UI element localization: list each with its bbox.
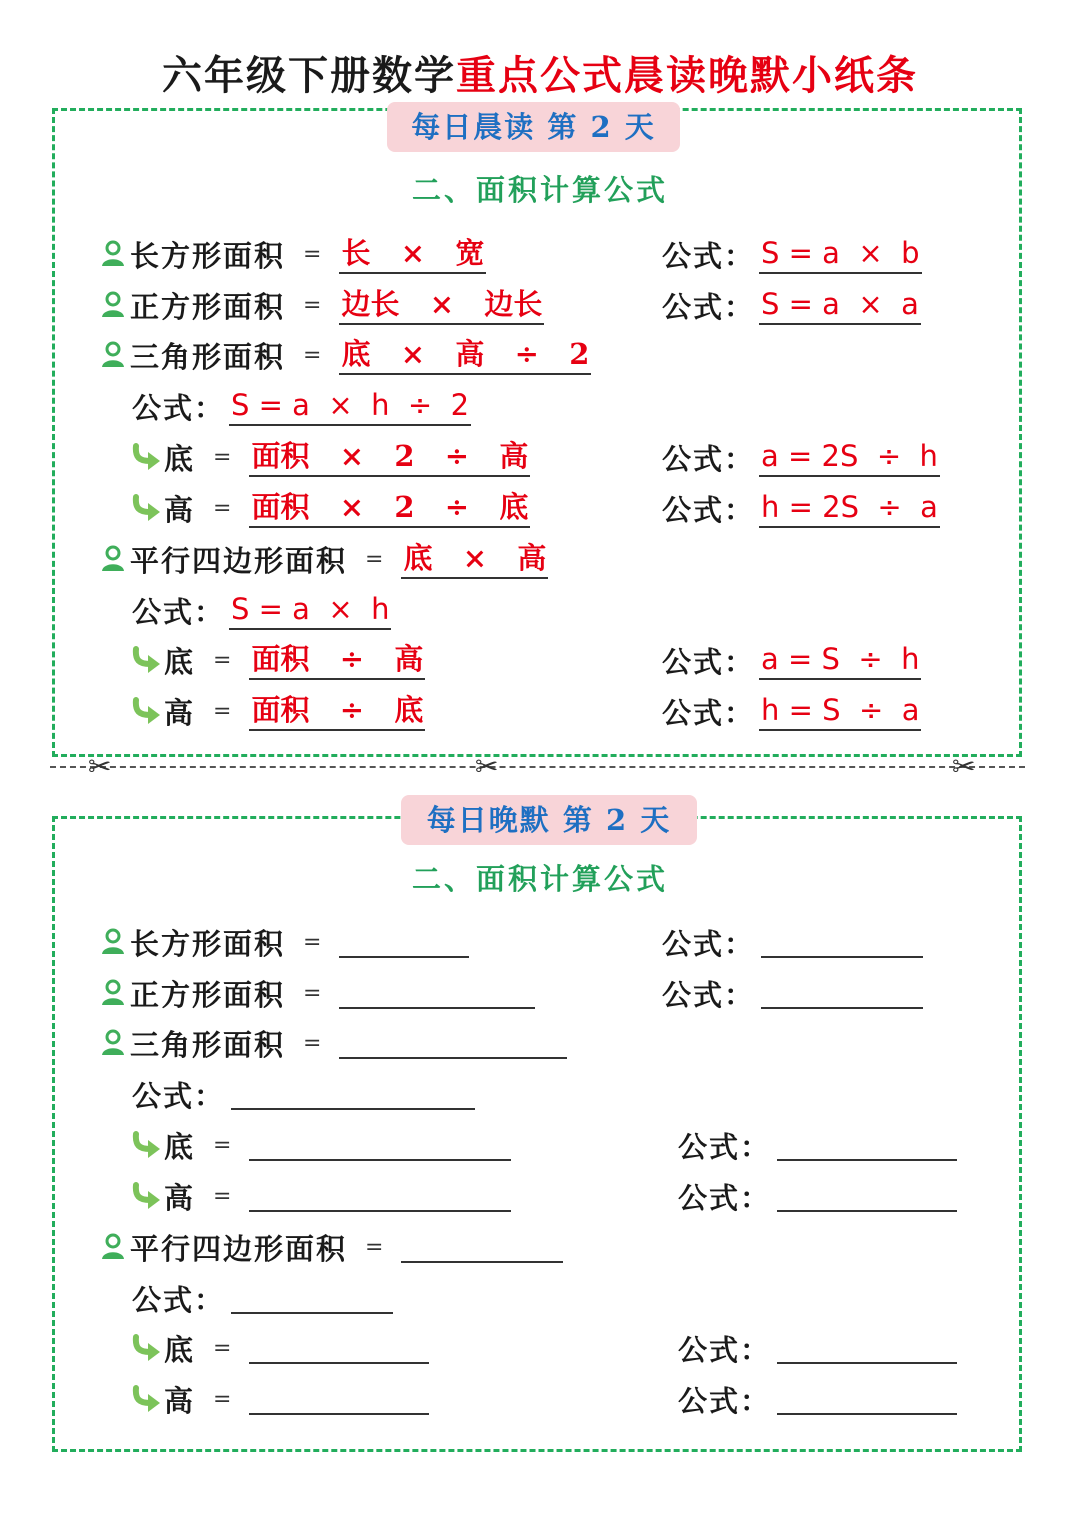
equals-sign: = (213, 647, 234, 673)
formula-text: S = a × a (759, 286, 921, 325)
morning-row-rect (100, 230, 486, 278)
row-label: 三角形面积 (130, 339, 286, 374)
equals-sign: = (213, 444, 234, 470)
formula-blank[interactable] (231, 1282, 393, 1314)
answer-blank[interactable] (249, 1180, 511, 1212)
formula-label: 公式： (678, 1129, 772, 1164)
person-icon (100, 979, 126, 1007)
scissors-icon: ✂ (952, 750, 976, 783)
curved-arrow-icon (130, 1385, 162, 1413)
person-icon (100, 240, 126, 268)
morning-formula-square (662, 281, 921, 329)
evening-formula-square (662, 969, 923, 1017)
formula-label: 公式： (132, 390, 226, 425)
answer-text: 面积 × 2 ÷ 高 (249, 438, 530, 477)
formula-label: 公式： (132, 1282, 226, 1317)
person-icon (100, 291, 126, 319)
formula-blank[interactable] (777, 1129, 957, 1161)
answer-blank[interactable] (249, 1332, 429, 1364)
formula-blank[interactable] (777, 1332, 957, 1364)
equals-sign: = (213, 495, 234, 521)
formula-label: 公式： (678, 1332, 772, 1367)
answer-text: 底 × 高 ÷ 2 (339, 336, 591, 375)
evening-formula-para-height (678, 1375, 957, 1423)
formula-text: a = S ÷ h (759, 641, 921, 680)
answer-text: 长 × 宽 (339, 235, 486, 274)
morning-section-title: 二、面积计算公式 (411, 173, 668, 207)
curved-arrow-icon (130, 1131, 162, 1159)
morning-formula-triangle (132, 382, 471, 430)
evening-row-tri-height (130, 1172, 511, 1220)
row-label: 平行四边形面积 (130, 543, 348, 578)
answer-blank[interactable] (339, 977, 535, 1009)
evening-row-para-height (130, 1375, 429, 1423)
answer-blank[interactable] (401, 1231, 563, 1263)
equals-sign: = (213, 1183, 234, 1209)
row-label: 底 (164, 1129, 196, 1164)
equals-sign: = (213, 1335, 234, 1361)
curved-arrow-icon (130, 443, 162, 471)
row-label: 平行四边形面积 (130, 1231, 348, 1266)
formula-label: 公式： (678, 1383, 772, 1418)
row-label: 底 (164, 644, 196, 679)
page-title (0, 48, 1080, 104)
scissors-icon: ✂ (88, 750, 112, 783)
title-red: 重点公式晨读晚默小纸条 (456, 52, 918, 99)
curved-arrow-icon (130, 494, 162, 522)
formula-blank[interactable] (761, 977, 923, 1009)
equals-sign: = (303, 1030, 324, 1056)
equals-sign: = (303, 292, 324, 318)
evening-formula-para (132, 1274, 393, 1322)
equals-sign: = (213, 698, 234, 724)
morning-row-tri-height (130, 484, 530, 532)
evening-badge: 每日晚默 第 2 天 (401, 795, 697, 845)
evening-formula-tri-base (678, 1121, 957, 1169)
person-icon (100, 1029, 126, 1057)
equals-sign: = (303, 980, 324, 1006)
answer-text: 面积 × 2 ÷ 底 (249, 489, 530, 528)
morning-row-square (100, 281, 544, 329)
row-label: 高 (164, 1180, 196, 1215)
formula-label: 公式： (662, 289, 756, 324)
evening-section-title: 二、面积计算公式 (411, 862, 668, 896)
answer-blank[interactable] (339, 1027, 567, 1059)
equals-sign: = (365, 546, 386, 572)
formula-label: 公式： (662, 977, 756, 1012)
formula-blank[interactable] (761, 926, 923, 958)
row-label: 高 (164, 1383, 196, 1418)
answer-text: 面积 ÷ 高 (249, 641, 425, 680)
morning-badge: 每日晨读 第 2 天 (387, 102, 680, 152)
formula-text: h = S ÷ a (759, 692, 921, 731)
evening-formula-triangle (132, 1070, 475, 1118)
formula-label: 公式： (662, 238, 756, 273)
person-icon (100, 1233, 126, 1261)
answer-blank[interactable] (339, 926, 469, 958)
curved-arrow-icon (130, 697, 162, 725)
morning-row-para-height (130, 687, 425, 735)
formula-text: h = 2S ÷ a (759, 489, 940, 528)
equals-sign: = (303, 929, 324, 955)
person-icon (100, 545, 126, 573)
formula-label: 公式： (662, 644, 756, 679)
scissors-icon: ✂ (475, 750, 499, 783)
evening-row-tri-base (130, 1121, 511, 1169)
equals-sign: = (365, 1234, 386, 1260)
answer-text: 面积 ÷ 底 (249, 692, 425, 731)
equals-sign: = (213, 1132, 234, 1158)
evening-row-para (100, 1223, 563, 1271)
morning-formula-tri-base (662, 433, 940, 481)
morning-formula-rect (662, 230, 922, 278)
formula-blank[interactable] (777, 1383, 957, 1415)
morning-row-tri-base (130, 433, 530, 481)
formula-text: S = a × h (229, 591, 391, 630)
equals-sign: = (303, 342, 324, 368)
equals-sign: = (303, 241, 324, 267)
formula-label: 公式： (678, 1180, 772, 1215)
morning-row-para (100, 535, 548, 583)
person-icon (100, 341, 126, 369)
evening-row-para-base (130, 1324, 429, 1372)
evening-formula-para-base (678, 1324, 957, 1372)
title-black: 六年级下册数学 (162, 52, 456, 99)
formula-label: 公式： (662, 441, 756, 476)
formula-blank[interactable] (231, 1078, 475, 1110)
morning-formula-para (132, 586, 391, 634)
formula-text: a = 2S ÷ h (759, 438, 940, 477)
row-label: 长方形面积 (130, 238, 286, 273)
row-label: 长方形面积 (130, 926, 286, 961)
row-label: 正方形面积 (130, 289, 286, 324)
formula-text: S = a × h ÷ 2 (229, 387, 471, 426)
row-label: 高 (164, 492, 196, 527)
curved-arrow-icon (130, 1182, 162, 1210)
curved-arrow-icon (130, 1334, 162, 1362)
person-icon (100, 928, 126, 956)
equals-sign: = (213, 1386, 234, 1412)
formula-blank[interactable] (777, 1180, 957, 1212)
answer-text: 边长 × 边长 (339, 286, 544, 325)
evening-formula-tri-height (678, 1172, 957, 1220)
evening-formula-rect (662, 918, 923, 966)
answer-blank[interactable] (249, 1129, 511, 1161)
row-label: 高 (164, 695, 196, 730)
answer-text: 底 × 高 (401, 540, 548, 579)
morning-formula-para-height (662, 687, 921, 735)
morning-formula-para-base (662, 636, 921, 684)
evening-row-square (100, 969, 535, 1017)
evening-row-triangle (100, 1019, 567, 1067)
formula-label: 公式： (662, 492, 756, 527)
row-label: 底 (164, 1332, 196, 1367)
row-label: 正方形面积 (130, 977, 286, 1012)
formula-label: 公式： (662, 695, 756, 730)
morning-formula-tri-height (662, 484, 940, 532)
formula-label: 公式： (662, 926, 756, 961)
morning-row-triangle (100, 331, 591, 379)
formula-label: 公式： (132, 1078, 226, 1113)
row-label: 底 (164, 441, 196, 476)
cut-line (50, 766, 1025, 768)
row-label: 三角形面积 (130, 1027, 286, 1062)
answer-blank[interactable] (249, 1383, 429, 1415)
formula-label: 公式： (132, 594, 226, 629)
morning-row-para-base (130, 636, 425, 684)
curved-arrow-icon (130, 646, 162, 674)
evening-row-rect (100, 918, 469, 966)
formula-text: S = a × b (759, 235, 922, 274)
